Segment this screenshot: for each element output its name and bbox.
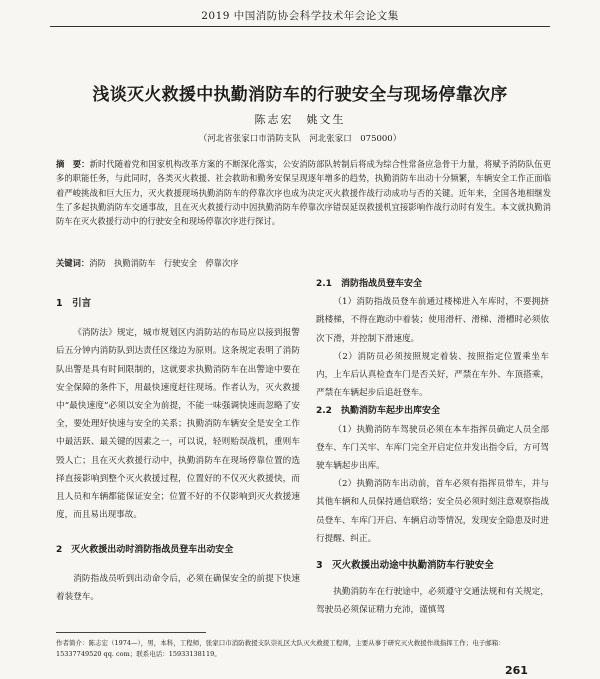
section-1-paragraph: 《消防法》规定，城市规划区内消防站的布局应以接到报警后五分钟内消防队到达责任区缘边为原则。这条规定表明了消防队出警是具有时间限制的，这就要求执勤消防车在出警途中要在安全保障的条件下，用最快速度赶往现场。作者认为，灭火救援中“最快速度”必须以安全为前提，不能一味强调快速而忽略了安全，要处理好快速与安全的关系；执勤消防车辆安全是安全工作中最活跃、最关键的因素之一，可以说，轻则贻误战机，重则车毁人亡；且在灭火救援行动中，执勤消防车在现场停靠位置的选择直接影响到整个灭火救援过程，位置好的不仅灭火救援快，而且人员和车辆都能保证安全；位置不好的不仅影响到灭火救援速度，而且易出现事故。 <box>56 328 300 521</box>
right-column <box>316 275 549 620</box>
section-2-2-paragraph-1: （1）执勤消防车驾驶员必须在本车指挥员确定人员全部登车、车门关牢、车库门完全开启定位并发出指令后，方可驾驶车辆起步出库。 <box>316 424 549 472</box>
affiliation: （河北省张家口市消防支队 河北张家口 075000） <box>198 134 402 144</box>
paper-title: 浅谈灭火救援中执勤消防车的行驶安全与现场停靠次序 <box>92 85 508 105</box>
keywords-text: 消防 执勤消防车 行驶安全 停靠次序 <box>89 258 239 268</box>
author-footnote: 作者简介：陈志宏（1974—），男，本科，工程师，张家口市消防救援支队崇礼区大队灭火救援工程师，主要从事于研究灭火救援作战指挥工作；电子邮箱：15337749520 qq. com；联系电话：15933138119。 <box>56 639 505 658</box>
section-2-heading: 2 灭火救援出动时消防指战员登车出动安全 <box>56 545 234 556</box>
keywords-label: 关键词： <box>56 258 90 268</box>
abstract-text: 新时代随着党和国家机构改革方案的不断深化落实，公安消防部队转制后将成为综合性常备应急骨干力量，将赋予消防队伍更多的职能任务，与此同时，各类灭火救援、社会救助和勤务安保呈现逐年增多的趋势，执勤消防车出动十分频繁，车辆安全工作正面临着严峻挑战和巨大压力，灭火救援现场执勤消防车的停靠次序也成为决定灭火救援作战行动成功与否的关键。近年来，全国各地相继发生了多起执勤消防车交通事故，且在灭火救援行动中因执勤消防车停靠次序错误延误救援机宜接影响作战行动时有发生。本文就执勤消防车在灭火救援行动中的行驶安全和现场停靠次序进行探讨。 <box>56 159 551 227</box>
section-3-heading: 3 灭火救援出动途中执勤消防车行驶安全 <box>316 560 494 572</box>
authors: 陈志宏 姚文生 <box>254 113 346 126</box>
section-3-paragraph: 执勤消防车在行驶途中，必须遵守交通法规和有关规定，驾驶员必须保证精力充沛，谨慎驾 <box>316 587 549 616</box>
footnote-rule <box>56 632 206 633</box>
section-2-1-heading: 2.1 消防指战员登车安全 <box>316 279 422 289</box>
abstract-label: 摘 要： <box>56 159 90 169</box>
section-1-heading: 1 引言 <box>56 298 92 309</box>
section-2-1-paragraph-1: （1）消防指战员登车前通过楼梯进入车库时，不要拥挤跳楼梯，不得在跑动中着装；使用滑杆、滑梯、滑槽时必须依次下滑，并控制下滑速度。 <box>316 297 549 344</box>
section-2-2-paragraph-2: （2）执勤消防车出动前，首车必须有指挥员带车，并与其他车辆和人员保持通信联络；安全员必须时刻注意观察指战员登车、车库门开启、车辆启动等情况，发现安全隐患及时进行提醒、纠正。 <box>316 479 549 544</box>
header-rule <box>50 26 550 27</box>
section-2-paragraph: 消防指战员听到出动命令后，必须在确保安全的前提下快速着装登车。 <box>56 573 300 602</box>
section-2-1-paragraph-2: （2）消防员必须按照规定着装、按照指定位置乘坐车内，上车后认真检查车门是否关好，严禁在车外、车顶搭乘，严禁在车辆起步后追赶登车。 <box>316 351 549 399</box>
abstract <box>56 157 551 228</box>
keywords <box>56 257 551 269</box>
section-2-2-heading: 2.2 执勤消防车起步出库安全 <box>316 406 440 417</box>
left-column <box>56 275 300 606</box>
running-header: 2019 中国消防协会科学技术年会论文集 <box>201 10 399 22</box>
page-number: 261 <box>505 664 528 677</box>
